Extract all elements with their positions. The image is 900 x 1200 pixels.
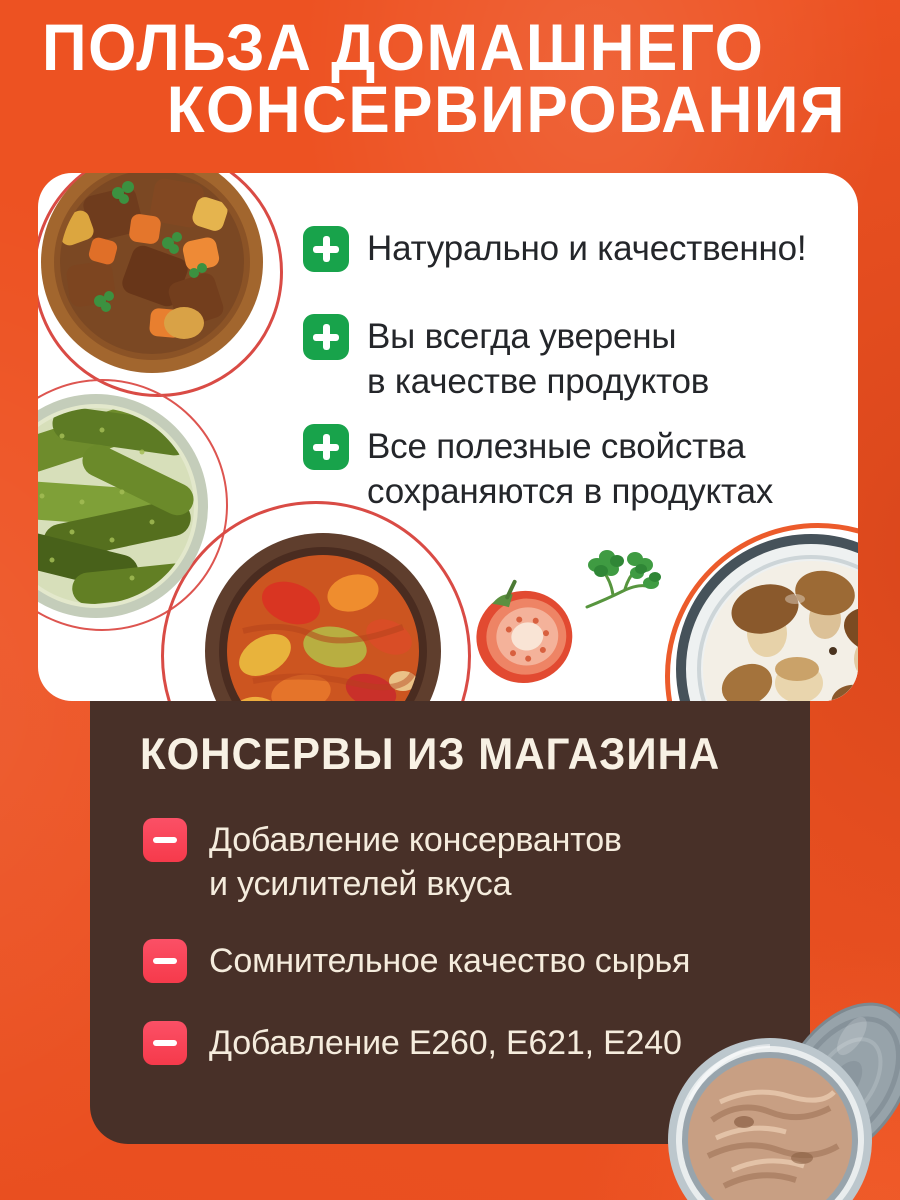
- page-title: [0, 11, 900, 147]
- minus-icon: [143, 818, 187, 862]
- photo-vegetable-stew-bowl: [203, 531, 443, 701]
- plus-icon: [303, 424, 349, 470]
- photo-parsley-sprig: [573, 547, 661, 617]
- drawback-text-3: Добавление Е260, Е621, Е240: [209, 1024, 682, 1062]
- benefit-text-2: Вы всегда уверены в качестве продуктов: [367, 317, 710, 401]
- benefit-item-2: [303, 314, 709, 404]
- drawback-text-1: Добавление консервантов и усилителей вкуса: [209, 821, 622, 903]
- benefits-card: [38, 173, 858, 701]
- drawbacks-title: КОНСЕРВЫ ИЗ МАГАЗИНА: [140, 729, 721, 779]
- drawback-text-2: Сомнительное качество сырья: [209, 942, 691, 980]
- plus-icon: [303, 314, 349, 360]
- drawback-item-1: [143, 818, 622, 906]
- photo-tomato-half: [468, 571, 580, 687]
- photo-pickled-cucumbers: [38, 392, 210, 620]
- photo-mushrooms-bowl: [675, 533, 858, 701]
- drawback-item-2: [143, 939, 690, 983]
- photo-beef-stew-bowl: [38, 173, 270, 387]
- benefit-item-3: [303, 424, 773, 514]
- title-line-2: КОНСЕРВИРОВАНИЯ: [166, 73, 846, 147]
- minus-icon: [143, 1021, 187, 1065]
- photo-tuna-can: [620, 970, 900, 1200]
- benefit-text-1: Натурально и качественно!: [367, 229, 807, 268]
- benefit-item-1: [303, 226, 806, 272]
- plus-icon: [303, 226, 349, 272]
- drawback-item-3: [143, 1021, 682, 1065]
- title-line-1: ПОЛЬЗА ДОМАШНЕГО: [42, 11, 765, 85]
- minus-icon: [143, 939, 187, 983]
- benefit-text-3: Все полезные свойства сохраняются в продуктах: [367, 427, 774, 511]
